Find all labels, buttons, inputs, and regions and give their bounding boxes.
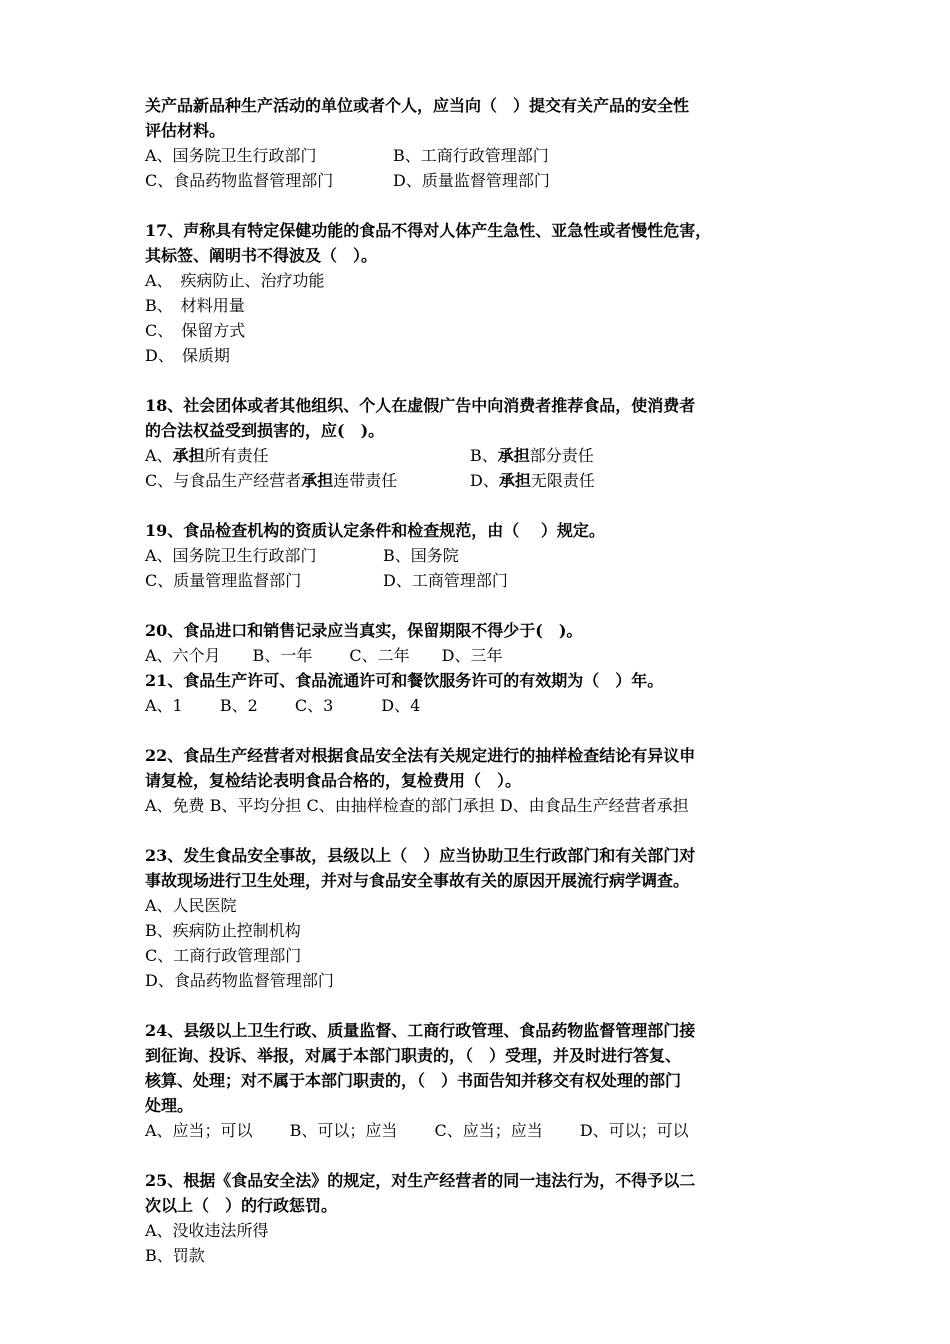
question-19-option-a: A、国务院卫生行政部门 — [145, 546, 317, 565]
question-16-options-row-1 — [145, 143, 825, 168]
question-16-options-row-2 — [145, 168, 825, 193]
question-25-stem-line-1: 25、根据《食品安全法》的规定，对生产经营者的同一违法行为，不得予以二 — [145, 1171, 696, 1190]
question-18-options-row-1 — [145, 443, 825, 468]
question-21-options: A、1 B、2 C、3 D、4 — [145, 696, 421, 715]
question-19-option-d: D、工商管理部门 — [383, 571, 508, 590]
question-23-option-b: B、疾病防止控制机构 — [145, 921, 301, 940]
question-23-stem-line-1: 23、发生食品安全事故，县级以上（ ）应当协助卫生行政部门和有关部门对 — [145, 846, 696, 865]
question-18-options-row-2 — [145, 468, 825, 493]
question-19-options-row-2 — [145, 568, 825, 593]
question-18-option-a: A、承担所有责任 — [145, 446, 269, 465]
question-19-options-row-1 — [145, 543, 825, 568]
question-16-option-d: D、质量监督管理部门 — [393, 171, 550, 190]
question-19-option-c: C、质量管理监督部门 — [145, 571, 302, 590]
question-18-stem-line-2: 的合法权益受到损害的，应( )。 — [145, 421, 385, 440]
question-22-stem-line-2: 请复检，复检结论表明食品合格的，复检费用（ ）。 — [145, 771, 522, 790]
question-17-option-b: B、 材料用量 — [145, 296, 245, 315]
question-24-stem-line-3: 核算、处理；对不属于本部门职责的，（ ）书面告知并移交有权处理的部门 — [145, 1071, 682, 1090]
document-page — [145, 93, 825, 1268]
question-16-stem-line-2: 评估材料。 — [145, 121, 226, 140]
question-22-options: A、免费 B、平均分担 C、由抽样检查的部门承担 D、由食品生产经营者承担 — [145, 796, 689, 815]
question-23-option-c: C、工商行政管理部门 — [145, 946, 302, 965]
question-17-option-a: A、 疾病防止、治疗功能 — [145, 271, 325, 290]
question-19-option-b: B、国务院 — [383, 546, 459, 565]
question-16-option-b: B、工商行政管理部门 — [393, 146, 549, 165]
question-20-options: A、六个月 B、一年 C、二年 D、三年 — [145, 646, 503, 665]
question-22-stem-line-1: 22、食品生产经营者对根据食品安全法有关规定进行的抽样检查结论有异议申 — [145, 746, 696, 765]
question-17-option-c: C、 保留方式 — [145, 321, 246, 340]
question-18-option-c: C、与食品生产经营者承担连带责任 — [145, 471, 398, 490]
question-25-option-a: A、没收违法所得 — [145, 1221, 269, 1240]
question-18-stem-line-1: 18、社会团体或者其他组织、个人在虚假广告中向消费者推荐食品，使消费者 — [145, 396, 696, 415]
question-17-stem-line-2: 其标签、阐明书不得波及（ ）。 — [145, 246, 378, 265]
question-23-option-d: D、食品药物监督管理部门 — [145, 971, 334, 990]
question-24-stem-line-1: 24、县级以上卫生行政、质量监督、工商行政管理、食品药物监督管理部门接 — [145, 1021, 696, 1040]
question-17-stem-line-1: 17、声称具有特定保健功能的食品不得对人体产生急性、亚急性或者慢性危害， — [145, 221, 712, 240]
question-16-stem-line-1: 关产品新品种生产活动的单位或者个人，应当向（ ）提交有关产品的安全性 — [145, 96, 690, 115]
question-17-option-d: D、 保质期 — [145, 346, 230, 365]
question-18-option-b: B、承担部分责任 — [470, 446, 594, 465]
question-24-stem-line-4: 处理。 — [145, 1096, 194, 1115]
question-25-option-b: B、罚款 — [145, 1246, 205, 1265]
question-16-option-c: C、食品药物监督管理部门 — [145, 171, 334, 190]
question-16-option-a: A、国务院卫生行政部门 — [145, 146, 317, 165]
question-18-option-d: D、承担无限责任 — [470, 471, 595, 490]
question-19-stem: 19、食品检查机构的资质认定条件和检查规范，由（ ）规定。 — [145, 521, 605, 540]
question-24-stem-line-2: 到征询、投诉、举报，对属于本部门职责的，（ ）受理，并及时进行答复、 — [145, 1046, 682, 1065]
question-24-options: A、应当；可以 B、可以；应当 C、应当；应当 D、可以；可以 — [145, 1121, 689, 1140]
question-21-stem: 21、食品生产许可、食品流通许可和餐饮服务许可的有效期为（ ）年。 — [145, 671, 664, 690]
question-20-stem: 20、食品进口和销售记录应当真实，保留期限不得少于( )。 — [145, 621, 583, 640]
question-23-option-a: A、人民医院 — [145, 896, 237, 915]
question-25-stem-line-2: 次以上（ ）的行政惩罚。 — [145, 1196, 338, 1215]
question-23-stem-line-2: 事故现场进行卫生处理，并对与食品安全事故有关的原因开展流行病学调查。 — [145, 871, 690, 890]
